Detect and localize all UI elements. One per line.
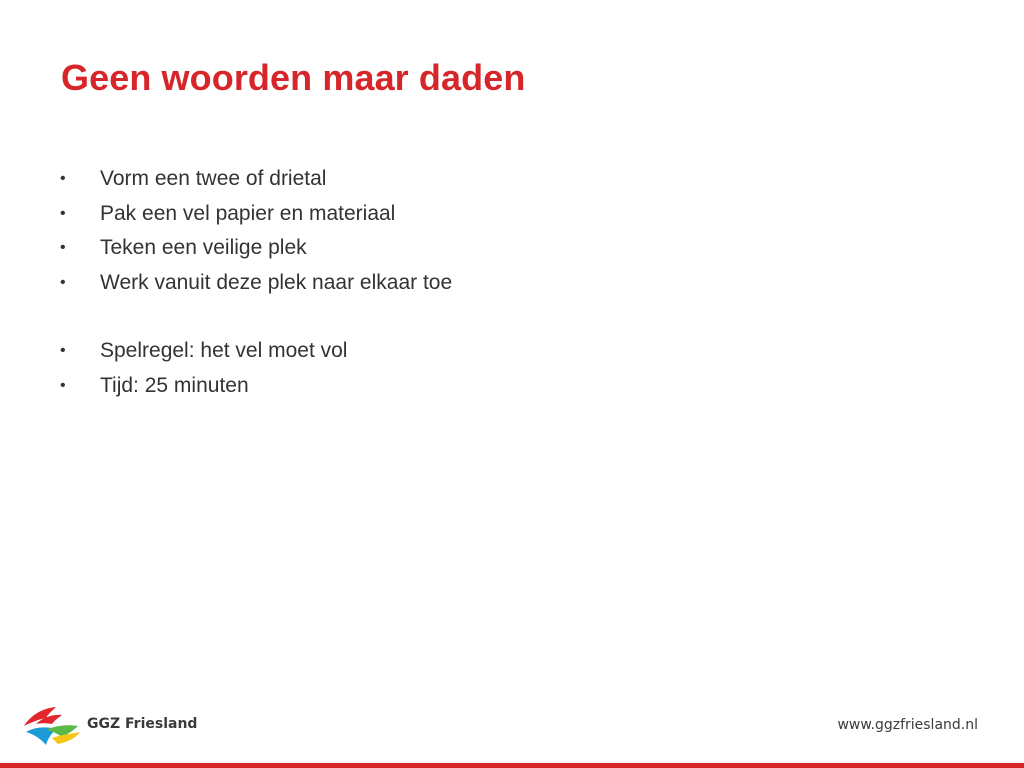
bullet-text: Teken een veilige plek [100,236,307,259]
footer-bar [0,763,1024,768]
bullet-text: Tijd: 25 minuten [100,373,249,397]
slide-title: Geen woorden maar daden [61,57,526,98]
logo-text: GGZ Friesland [87,716,198,732]
bullet-icon: • [60,204,66,222]
bullet-text: Vorm een twee of drietal [100,167,327,190]
bullet-text: Pak een vel papier en materiaal [100,201,396,225]
bullet-text: Werk vanuit deze plek naar elkaar toe [100,270,453,294]
bullet-icon: • [60,239,66,256]
bullet-text: Spelregel: het vel moet vol [100,339,348,362]
ggz-friesland-logo [22,702,198,752]
website-url: www.ggzfriesland.nl [837,717,978,733]
bullet-icon: • [60,170,66,187]
bullet-icon: • [60,376,66,394]
bullet-icon: • [60,342,66,359]
bullet-icon: • [60,273,66,291]
ggz-friesland-logo-icon [22,702,84,752]
